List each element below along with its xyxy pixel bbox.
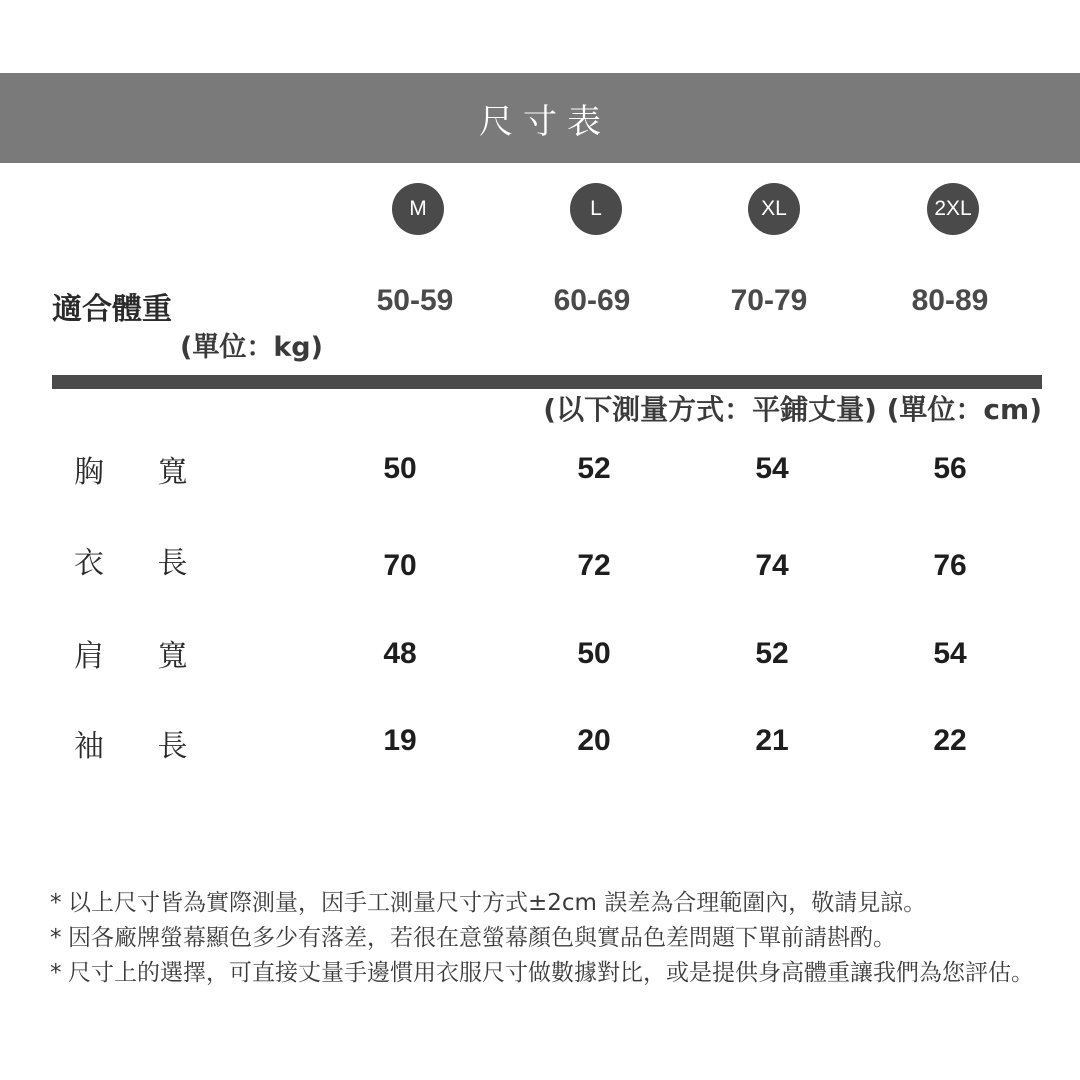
note-text: 以上尺寸皆為實際測量，因手工測量尺寸方式±2cm 誤差為合理範圍內，敬請見諒。 — [68, 890, 927, 916]
measure-note: (以下測量方式：平鋪丈量) (單位：cm) — [543, 393, 1042, 426]
table-cell: 19 — [383, 724, 417, 757]
note-text: 因各廠牌螢幕顯色多少有落差，若很在意螢幕顏色與實品色差問題下單前請斟酌。 — [68, 925, 896, 951]
table-cell: 48 — [383, 637, 417, 670]
weight-unit: (單位：kg) — [180, 332, 323, 363]
table-cell: 54 — [755, 452, 789, 485]
table-cell: 52 — [755, 637, 789, 670]
table-cell: 54 — [933, 637, 967, 670]
table-divider — [52, 375, 1042, 389]
note-line — [50, 886, 1060, 921]
table-cell: 50 — [383, 452, 417, 485]
page-title: 尺寸表 — [479, 101, 611, 142]
note-line — [50, 956, 1060, 991]
row-label-sleeve: 袖 長 — [74, 729, 210, 764]
weight-label: 適合體重 — [52, 292, 172, 327]
table-cell: 20 — [577, 724, 611, 757]
row-label-chest: 胸 寬 — [74, 455, 210, 490]
note-bullet: * — [50, 890, 62, 916]
notes — [50, 886, 1060, 991]
size-badge-2xl: 2XL — [927, 183, 979, 235]
weight-value-2xl: 80-89 — [911, 284, 989, 317]
table-cell: 74 — [755, 549, 789, 582]
weight-value-m: 50-59 — [376, 284, 454, 317]
table-cell: 50 — [577, 637, 611, 670]
table-cell: 22 — [933, 724, 967, 757]
note-line — [50, 921, 1060, 956]
note-bullet: * — [50, 925, 62, 951]
table-cell: 56 — [933, 452, 967, 485]
weight-value-l: 60-69 — [553, 284, 631, 317]
header-bar — [0, 73, 1080, 163]
size-badge-xl: XL — [748, 183, 800, 235]
row-label-length: 衣 長 — [74, 546, 210, 581]
table-cell: 76 — [933, 549, 967, 582]
note-bullet: * — [50, 960, 62, 986]
table-cell: 21 — [755, 724, 789, 757]
size-badge-l: L — [570, 183, 622, 235]
row-label-shoulder: 肩 寬 — [74, 639, 210, 674]
weight-value-xl: 70-79 — [730, 284, 808, 317]
table-cell: 52 — [577, 452, 611, 485]
size-badge-m: M — [392, 183, 444, 235]
table-cell: 70 — [383, 549, 417, 582]
note-text: 尺寸上的選擇，可直接丈量手邊慣用衣服尺寸做數據對比，或是提供身高體重讓我們為您評估。 — [68, 960, 1034, 986]
table-cell: 72 — [577, 549, 611, 582]
